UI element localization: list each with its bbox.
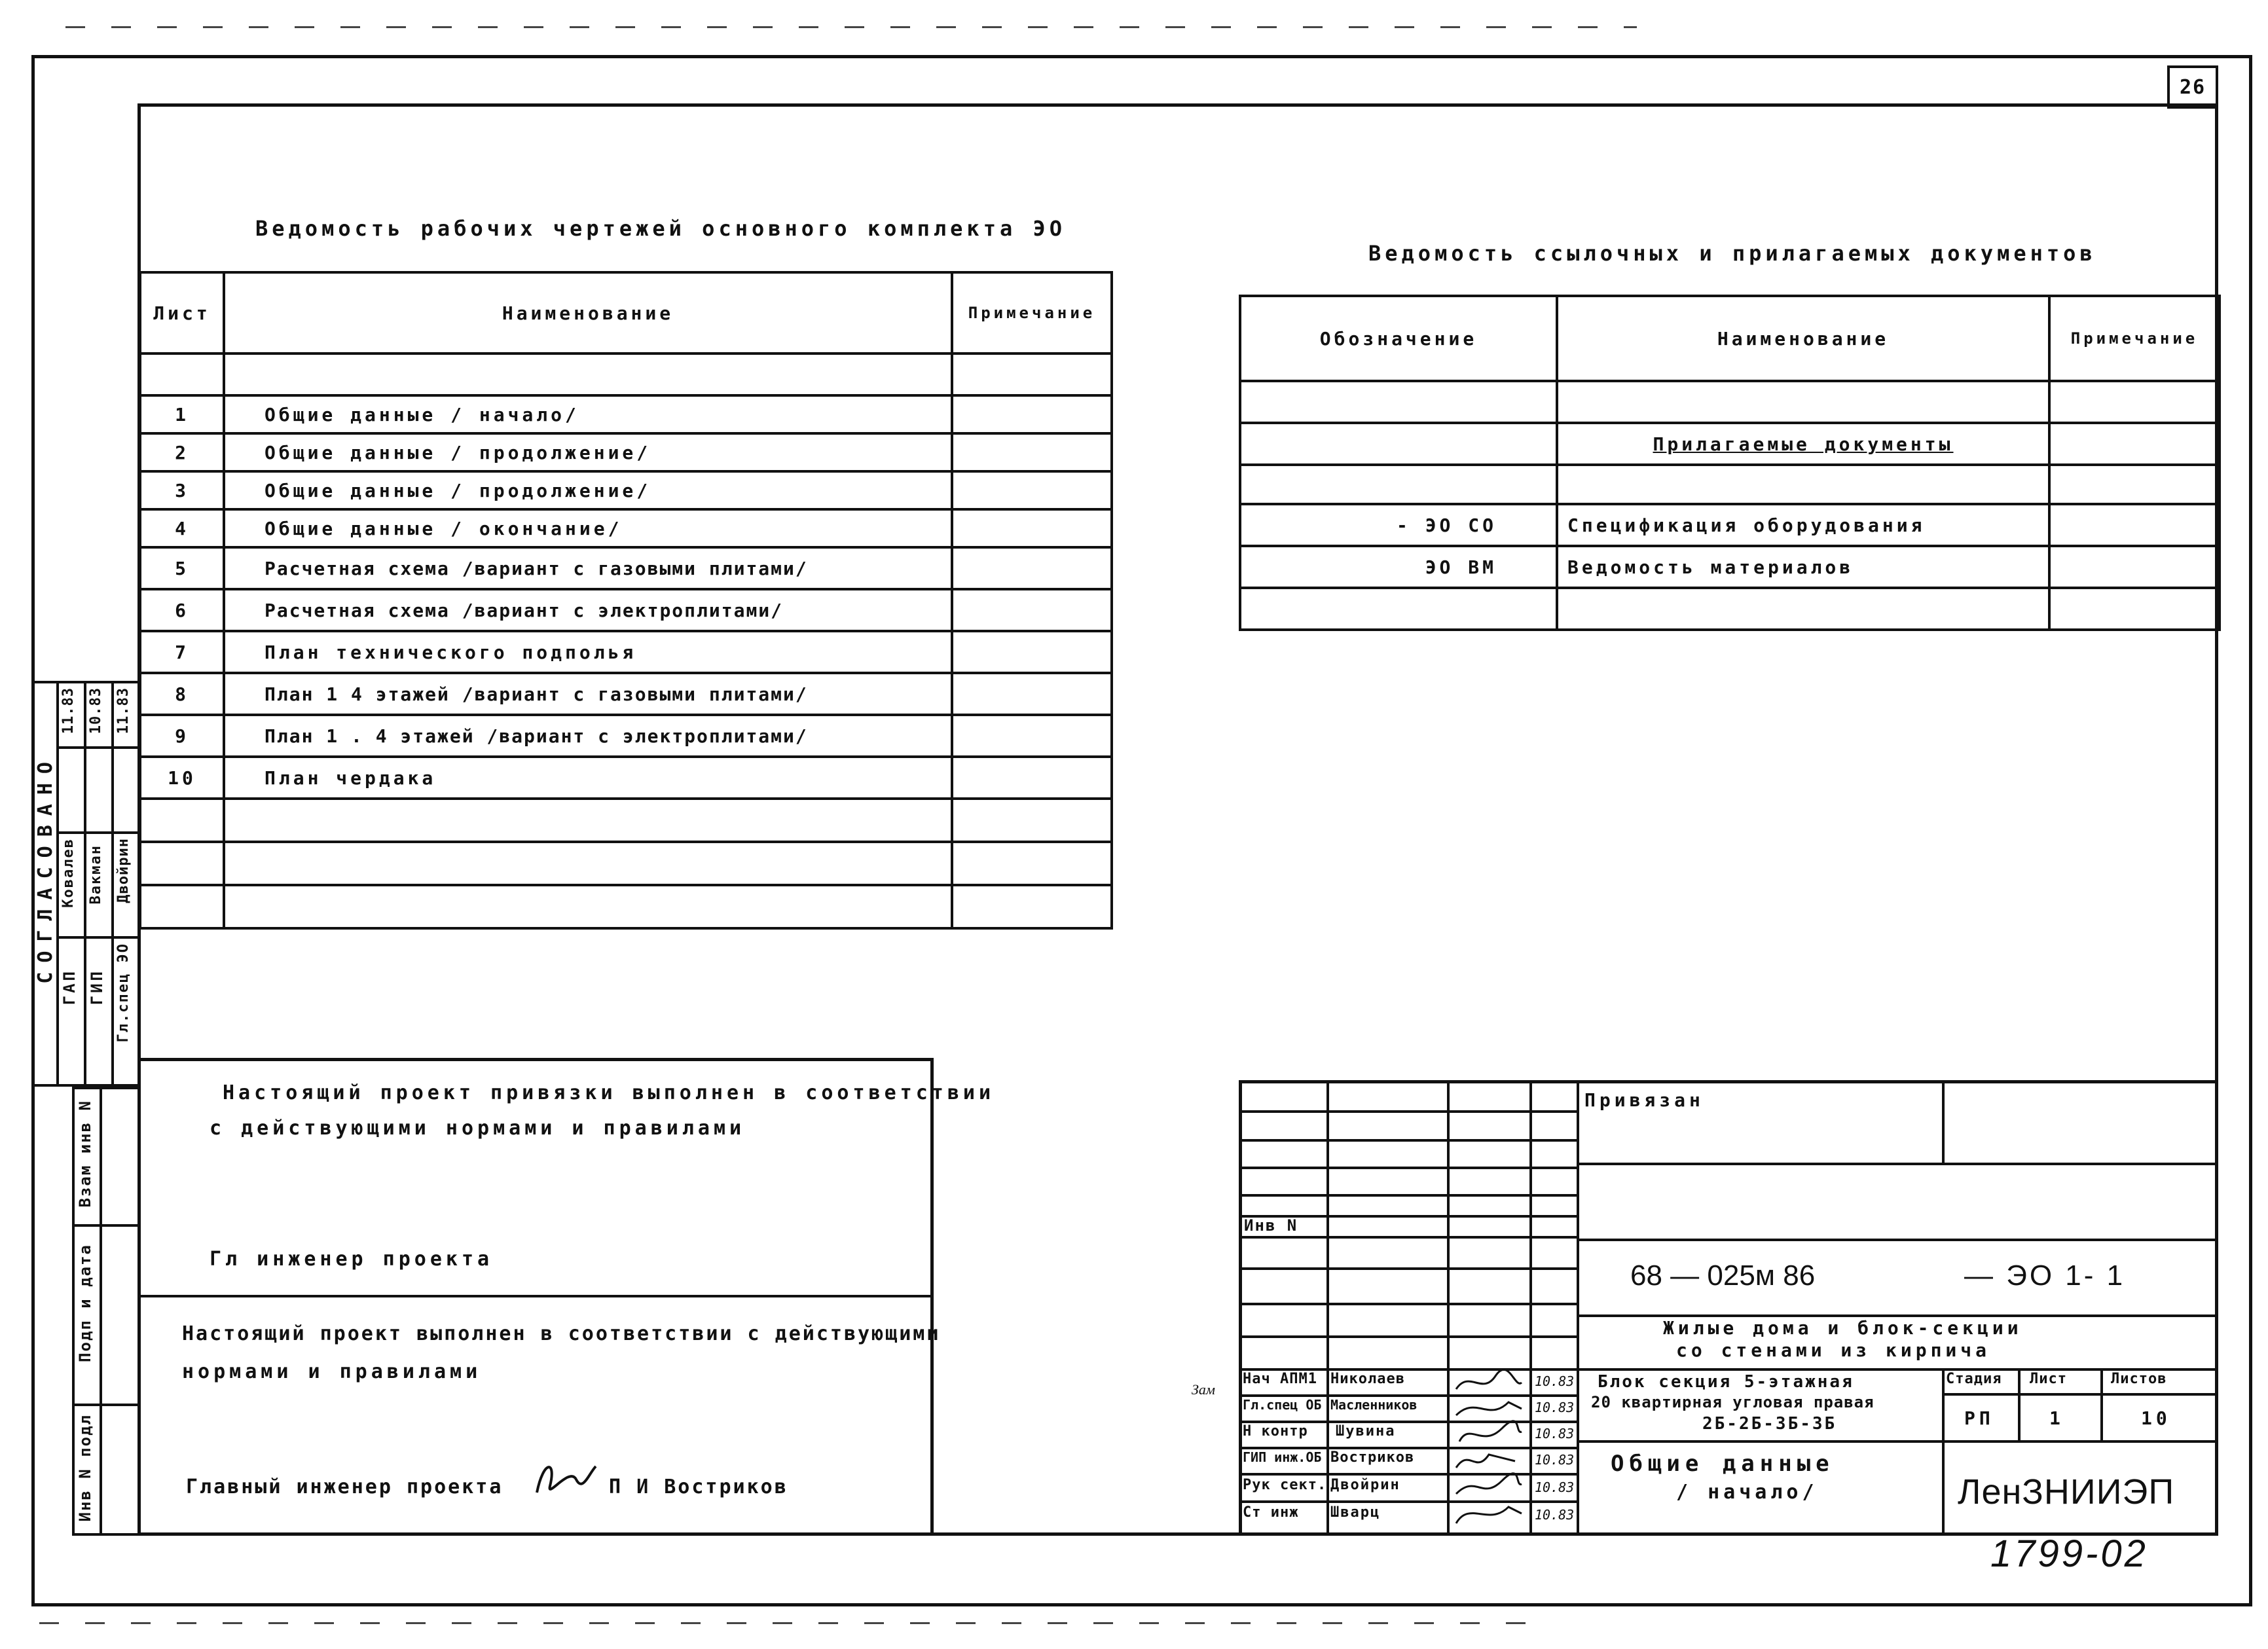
approval-name-1: Ковалев	[60, 838, 77, 908]
org-logo: ЛенЗНИИЭП	[1958, 1472, 2175, 1512]
approval-name-2: Вакман	[88, 844, 104, 905]
col-designation-header: Обозначение	[1240, 296, 1557, 381]
right-table-title: Ведомость ссылочных и прилагаемых документов	[1368, 241, 2096, 266]
table-row: 7 План технического подполья	[140, 631, 1112, 673]
side-stamp-3: Инв N подл	[76, 1414, 94, 1522]
table-row: 1 Общие данные / начало/	[140, 395, 1112, 433]
staff-name-6: Шварц	[1330, 1504, 1381, 1521]
approval-date-1: 11.83	[60, 687, 77, 734]
staff-date-2: 10.83	[1535, 1400, 1575, 1415]
staff-name-5: Двойрин	[1330, 1477, 1400, 1493]
side-stamp-2: Подп и дата	[76, 1244, 94, 1362]
staff-role-3: Н контр	[1243, 1423, 1308, 1440]
chief-signature	[530, 1453, 602, 1506]
bottom-dash-line	[39, 1622, 1545, 1624]
chief-engineer-label: Главный инженер проекта	[186, 1476, 503, 1498]
staff-role-4: ГИП инж.ОБ	[1243, 1449, 1322, 1465]
privyazan-label: Привязан	[1584, 1089, 1704, 1111]
project-title-1: Жилые дома и блок-секции	[1663, 1317, 2022, 1339]
col-sheet-header: Лист	[140, 272, 224, 353]
staff-role-1: Нач АПМ1	[1243, 1371, 1317, 1387]
staff-date-3: 10.83	[1535, 1426, 1575, 1441]
table-row: 3 Общие данные / продолжение/	[140, 471, 1112, 509]
sheet-number: 26	[2179, 75, 2206, 99]
sheets-label: Листов	[2111, 1371, 2167, 1387]
drawings-list-table	[139, 271, 1113, 930]
stage-value: РП	[1964, 1407, 1994, 1429]
approval-role-1: ГАП	[60, 969, 79, 1006]
approval-name-3: Двойрин	[115, 838, 132, 903]
chief-engineer-name: П И Востриков	[609, 1476, 788, 1498]
statement-text-2b: нормами и правилами	[182, 1360, 482, 1383]
sheet-number-box	[2167, 65, 2218, 109]
section-heading: Прилагаемые документы	[1557, 423, 2049, 465]
approval-role-3: Гл.спец ЭО	[115, 943, 132, 1043]
table-row: 2 Общие данные / продолжение/	[140, 433, 1112, 471]
section-title-1: Блок секция 5-этажная	[1598, 1372, 1854, 1392]
col-name-header: Наименование	[224, 272, 952, 353]
statement-text-2a: Настоящий проект выполнен в соответствии с действующими	[182, 1322, 941, 1345]
staff-role-6: Ст инж	[1243, 1504, 1299, 1521]
doc-title-2: / начало/	[1676, 1481, 1818, 1504]
project-title-2: со стенами из кирпича	[1676, 1339, 1991, 1361]
staff-role-2: Гл.спец ОБ	[1243, 1397, 1322, 1413]
staff-date-4: 10.83	[1535, 1452, 1575, 1468]
approval-title: СОГЛАСОВАНО	[34, 753, 57, 984]
staff-date-5: 10.83	[1535, 1479, 1575, 1495]
staff-role-5: Рук сект.	[1243, 1477, 1327, 1493]
statement-text-1a: Настоящий проект привязки выполнен в соответствии	[223, 1081, 995, 1104]
approval-date-2: 10.83	[88, 687, 104, 734]
sheet-label: Лист	[2030, 1371, 2067, 1387]
section-title-3: 2Б-2Б-3Б-3Б	[1702, 1414, 1837, 1434]
statement-divider	[137, 1295, 934, 1297]
project-code: 68 — 025м 86	[1630, 1259, 1816, 1292]
approval-date-3: 11.83	[115, 687, 132, 734]
table-row: ЭО ВМ Ведомость материалов	[1240, 546, 2220, 588]
table-row: 8 План 1 4 этажей /вариант с газовыми плитами/	[140, 673, 1112, 715]
staff-name-1: Николаев	[1330, 1371, 1405, 1387]
table-row: 6 Расчетная схема /вариант с электроплитами/	[140, 589, 1112, 631]
table-row: 10 План чердака	[140, 757, 1112, 799]
sheet-value: 1	[2049, 1407, 2064, 1429]
zam-note: Зам	[1192, 1381, 1215, 1398]
stage-label: Стадия	[1946, 1371, 2002, 1387]
statement-text-1b: с действующими нормами и правилами	[210, 1117, 746, 1140]
inv-label: Инв N	[1244, 1216, 1298, 1235]
col-note-header: Примечание	[952, 272, 1112, 353]
doc-code: — ЭО 1- 1	[1964, 1259, 2126, 1292]
table-row: - ЭО СО Спецификация оборудования	[1240, 504, 2220, 546]
table-row: 5 Расчетная схема /вариант с газовыми плитами/	[140, 547, 1112, 589]
documents-list-table	[1239, 295, 2221, 631]
staff-date-6: 10.83	[1535, 1507, 1575, 1523]
left-table-title: Ведомость рабочих чертежей основного комплекта ЭО	[255, 216, 1067, 241]
table-row: 4 Общие данные / окончание/	[140, 509, 1112, 547]
side-stamp-1: Взам инв N	[76, 1100, 94, 1208]
table-row: 9 План 1 . 4 этажей /вариант с электроплитами/	[140, 715, 1112, 757]
staff-name-4: Востриков	[1330, 1449, 1415, 1466]
doc-title-1: Общие данные	[1611, 1451, 1835, 1477]
sheets-value: 10	[2141, 1407, 2171, 1429]
staff-date-1: 10.83	[1535, 1373, 1575, 1389]
archive-number: 1799-02	[1990, 1532, 2148, 1575]
col-docnote-header: Примечание	[2049, 296, 2220, 381]
col-docname-header: Наименование	[1557, 296, 2049, 381]
staff-name-2: Масленников	[1330, 1397, 1418, 1413]
section-title-2: 20 квартирная угловая правая	[1591, 1393, 1875, 1411]
engineer-label: Гл инженер проекта	[210, 1248, 494, 1271]
approval-role-2: ГИП	[88, 969, 106, 1006]
top-dash-line	[65, 26, 1637, 28]
staff-signatures	[1450, 1369, 1528, 1533]
staff-name-3: Шувина	[1336, 1423, 1396, 1440]
